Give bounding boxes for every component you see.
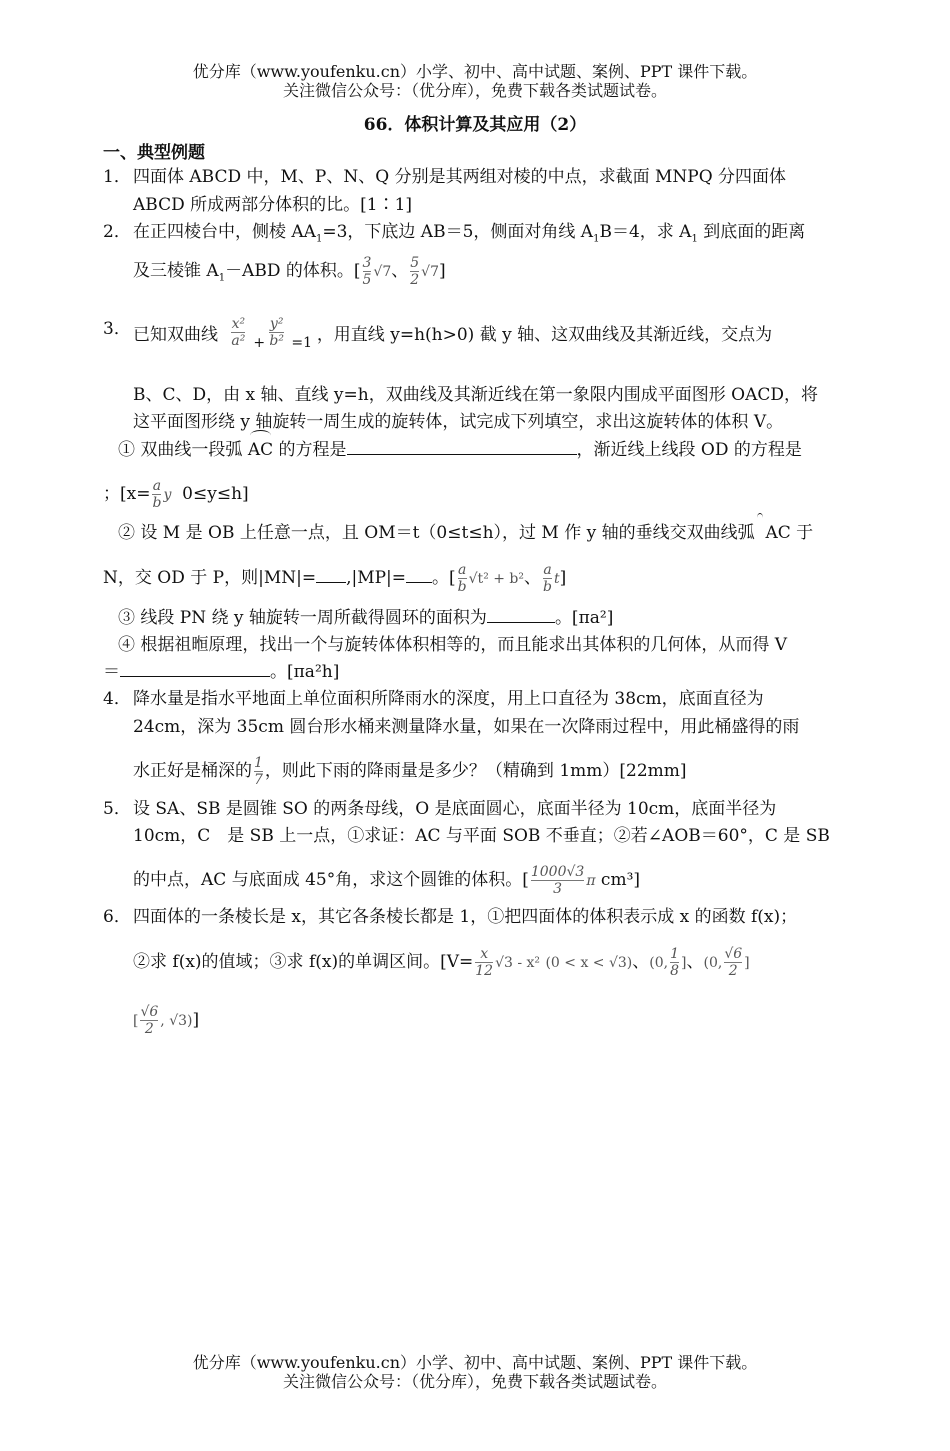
radical: √7 bbox=[373, 264, 392, 280]
numerator: √6 bbox=[724, 946, 743, 962]
problem-4-number: 4． bbox=[103, 689, 131, 709]
problem-1-line-2: ABCD 所成两部分体积的比。[1∶1] bbox=[133, 195, 413, 215]
subscript: 1 bbox=[691, 233, 698, 245]
separator: 、 bbox=[686, 952, 704, 972]
interval-close: , √3) bbox=[160, 1013, 193, 1029]
denominator: 5 bbox=[362, 272, 372, 288]
denominator: a² bbox=[231, 333, 246, 349]
text: ＝ bbox=[103, 662, 120, 682]
radical: √3 - x² bbox=[495, 955, 541, 971]
text: =3，下底边 AB＝5，侧面对角线 A bbox=[322, 222, 594, 242]
denominator: b bbox=[152, 495, 162, 511]
problem-3-line-3: 这平面图形绕 y 轴旋转一周生成的旋转体，试完成下列填空，求出这旋转体的体积 V。 bbox=[133, 412, 784, 432]
problem-6-number: 6． bbox=[103, 907, 131, 927]
problem-4-line-2: 24cm，深为 35cm 圆台形水桶来测量降水量，如果在一次降雨过程中，用此桶盛得的雨 bbox=[133, 717, 800, 737]
interval-open: (0, bbox=[649, 955, 669, 971]
text: N，交 OD 于 P，则|MN|= bbox=[103, 568, 317, 588]
numerator: √6 bbox=[140, 1004, 159, 1020]
fraction bbox=[543, 562, 552, 595]
text: ，用直线 y=h(h>0) 截 y 轴、这双曲线及其渐近线，交点为 bbox=[316, 325, 773, 345]
plus-sign: + bbox=[253, 335, 266, 351]
denominator: b bbox=[543, 579, 552, 595]
text: 在正四棱台中，侧棱 AA bbox=[133, 222, 316, 242]
bracket: ] bbox=[439, 261, 446, 281]
subscript: 1 bbox=[315, 233, 323, 245]
text: 水正好是桶深的 bbox=[133, 761, 252, 781]
problem-6-line-3 bbox=[133, 1004, 199, 1037]
numerator: 1000√3 bbox=[530, 864, 585, 880]
variable: t bbox=[553, 571, 560, 587]
denominator: 2 bbox=[728, 963, 738, 979]
problem-1-number: 1． bbox=[103, 167, 131, 187]
denominator: 8 bbox=[670, 963, 680, 979]
denominator: b² bbox=[269, 333, 284, 349]
text: 已知双曲线 bbox=[133, 325, 218, 345]
text: ②求 f(x)的值域；③求 f(x)的单调区间。[V= bbox=[133, 952, 474, 972]
problem-5-line-1: 设 SA、SB 是圆锥 SO 的两条母线，O 是底面圆心，底面半径为 10cm，底面半径为 bbox=[133, 799, 777, 819]
page-title: 66．体积计算及其应用（2） bbox=[363, 115, 587, 135]
footer-line-2: 关注微信公众号：（优分库），免费下载各类试题试卷。 bbox=[282, 1372, 667, 1391]
arc-icon bbox=[755, 522, 766, 544]
numerator: 3 bbox=[362, 255, 372, 271]
text: 。[ bbox=[432, 568, 456, 588]
denominator: b bbox=[457, 579, 467, 595]
fraction bbox=[531, 864, 584, 897]
problem-3-line-1 bbox=[133, 316, 773, 351]
numerator: 1 bbox=[670, 946, 680, 962]
sub-question-4: ④ 根据祖暅原理，找出一个与旋转体体积相等的，而且能求出其体积的几何体，从而得 V bbox=[118, 635, 788, 655]
text: ,|MP|= bbox=[346, 568, 407, 588]
fraction bbox=[140, 1004, 158, 1037]
answer-blank-mn[interactable] bbox=[316, 567, 346, 583]
pi-symbol: π bbox=[586, 873, 596, 889]
sub-question-1 bbox=[118, 439, 802, 461]
numerator: a bbox=[543, 562, 552, 578]
sub-question-4-line-2 bbox=[103, 661, 339, 683]
arc-ac: AC bbox=[247, 440, 274, 460]
text: 。[πa²] bbox=[554, 608, 614, 628]
text: B＝4，求 A bbox=[599, 222, 692, 242]
problem-5-line-3 bbox=[133, 864, 640, 897]
text: 的方程是 bbox=[278, 440, 347, 460]
fraction bbox=[254, 755, 263, 788]
text: AC 于 bbox=[765, 523, 814, 543]
sub-question-3 bbox=[118, 607, 613, 629]
denominator: 7 bbox=[254, 772, 263, 788]
fraction bbox=[458, 562, 467, 595]
problem-3-number: 3． bbox=[103, 319, 131, 339]
problem-2-number: 2． bbox=[103, 222, 131, 242]
answer-blank-mp[interactable] bbox=[406, 567, 432, 583]
header-line-1: 优分库（www.youfenku.cn）小学、初中、高中试题、案例、PPT 课件下载。 bbox=[192, 62, 758, 81]
fraction bbox=[670, 946, 679, 979]
radical: √7 bbox=[421, 264, 439, 280]
problem-6-line-1: 四面体的一条棱长是 x，其它各条棱长都是 1，①把四面体的体积表示成 x 的函数 f(x)； bbox=[133, 907, 798, 927]
numerator: 5 bbox=[410, 255, 420, 271]
text: ；[x= bbox=[103, 484, 151, 504]
header-line-2: 关注微信公众号：（优分库），免费下载各类试题试卷。 bbox=[282, 81, 667, 100]
problem-4-line-1: 降水量是指水平地面上单位面积所降雨水的深度，用上口直径为 38cm，底面直径为 bbox=[133, 689, 764, 709]
problem-5-line-2: 10cm，C 是 SB 上一点，①求证：AC 与平面 SOB 不垂直；②若∠AOB＝60°，C 是 SB bbox=[133, 826, 830, 846]
problem-6-line-2 bbox=[133, 946, 750, 979]
numerator: x² bbox=[231, 316, 246, 332]
fraction bbox=[269, 316, 284, 349]
section-heading: 一、典型例题 bbox=[103, 143, 205, 163]
text: 0≤y≤h] bbox=[182, 484, 249, 504]
domain: (0 < x < √3) bbox=[545, 955, 633, 971]
subscript: 1 bbox=[593, 233, 600, 245]
problem-5-number: 5． bbox=[103, 799, 131, 819]
text: ① 双曲线一段弧 bbox=[118, 440, 243, 460]
text: ，渐近线上线段 OD 的方程是 bbox=[576, 440, 802, 460]
numerator: 1 bbox=[254, 755, 263, 771]
denominator: 12 bbox=[475, 963, 494, 979]
fraction bbox=[724, 946, 742, 979]
fraction bbox=[363, 255, 372, 288]
separator: 、 bbox=[524, 568, 542, 588]
separator: 、 bbox=[632, 952, 650, 972]
numerator: y² bbox=[269, 316, 284, 332]
answer-blank[interactable] bbox=[487, 607, 555, 623]
text: 的中点，AC 与底面成 45°角，求这个圆锥的体积。[ bbox=[133, 870, 529, 890]
fraction bbox=[475, 946, 493, 979]
radical: √t² + b² bbox=[468, 571, 525, 587]
interval-close: ] bbox=[744, 955, 750, 971]
sub-question-2 bbox=[118, 522, 813, 544]
text: 及三棱锥 A bbox=[133, 261, 219, 281]
numerator: a bbox=[457, 562, 467, 578]
numerator: a bbox=[152, 478, 162, 494]
problem-2-line-2 bbox=[133, 255, 446, 289]
problem-1-line-1: 四面体 ABCD 中，M、P、N、Q 分别是其两组对棱的中点，求截面 MNPQ 分四面体 bbox=[133, 167, 787, 187]
text: －ABD 的体积。[ bbox=[225, 261, 361, 281]
denominator: 2 bbox=[144, 1021, 154, 1037]
text: ③ 线段 PN 绕 y 轴旋转一周所截得圆环的面积为 bbox=[118, 608, 487, 628]
fraction bbox=[231, 316, 245, 349]
problem-3-line-2: B、C、D，由 x 轴、直线 y=h，双曲线及其渐近线在第一象限内围成平面图形 OACD，将 bbox=[133, 385, 818, 405]
subscript: 1 bbox=[218, 272, 226, 284]
footer-line-1: 优分库（www.youfenku.cn）小学、初中、高中试题、案例、PPT 课件下载。 bbox=[192, 1353, 758, 1372]
variable: y bbox=[163, 487, 172, 503]
sub-question-2-line-2 bbox=[103, 562, 566, 595]
text: cm³] bbox=[595, 870, 641, 890]
text: ② 设 M 是 OB 上任意一点，且 OM＝t（0≤t≤h），过 M 作 y 轴的垂线交双曲线弧 bbox=[118, 523, 755, 543]
text: ，则此下雨的降雨量是多少？（精确到 1mm）[22mm] bbox=[264, 761, 687, 781]
equals-one: =1 bbox=[291, 335, 313, 351]
answer-blank[interactable] bbox=[120, 661, 270, 677]
interval-open: [ bbox=[133, 1013, 139, 1029]
interval-open: (0, bbox=[703, 955, 723, 971]
numerator: x bbox=[480, 946, 489, 962]
sub-question-1-answer bbox=[103, 478, 249, 511]
fraction bbox=[152, 478, 161, 511]
separator: 、 bbox=[391, 261, 409, 281]
interval-close: ] bbox=[681, 955, 687, 971]
fraction bbox=[410, 255, 419, 288]
bracket: ] bbox=[559, 568, 567, 588]
denominator: 2 bbox=[410, 272, 420, 288]
problem-2-line-1 bbox=[133, 221, 805, 250]
text: 到底面的距离 bbox=[697, 222, 806, 242]
answer-blank[interactable] bbox=[347, 439, 577, 455]
text: 。[πa²h] bbox=[270, 662, 340, 682]
problem-4-line-3 bbox=[133, 755, 687, 788]
denominator: 3 bbox=[553, 881, 563, 897]
bracket: ] bbox=[192, 1010, 200, 1030]
